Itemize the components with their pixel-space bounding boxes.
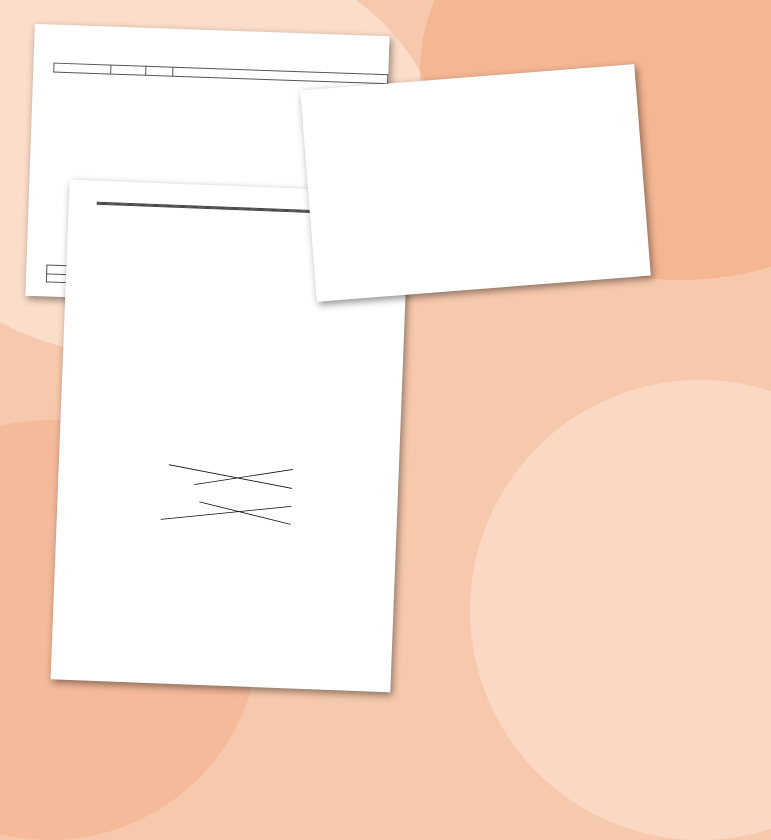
crossword-task-line (324, 91, 623, 115)
background-blob (470, 380, 771, 840)
header-cell (173, 67, 388, 83)
crossword-task-line (324, 91, 623, 115)
header-cell (54, 63, 111, 74)
matching-lines (97, 459, 399, 532)
crossword-task (324, 91, 623, 115)
header-cell (146, 66, 173, 76)
answer-9-matching (97, 459, 399, 532)
criteria-header-row (54, 63, 388, 83)
header-cell (111, 65, 146, 75)
crossword-sheet (300, 64, 651, 302)
criteria-table (53, 63, 388, 84)
